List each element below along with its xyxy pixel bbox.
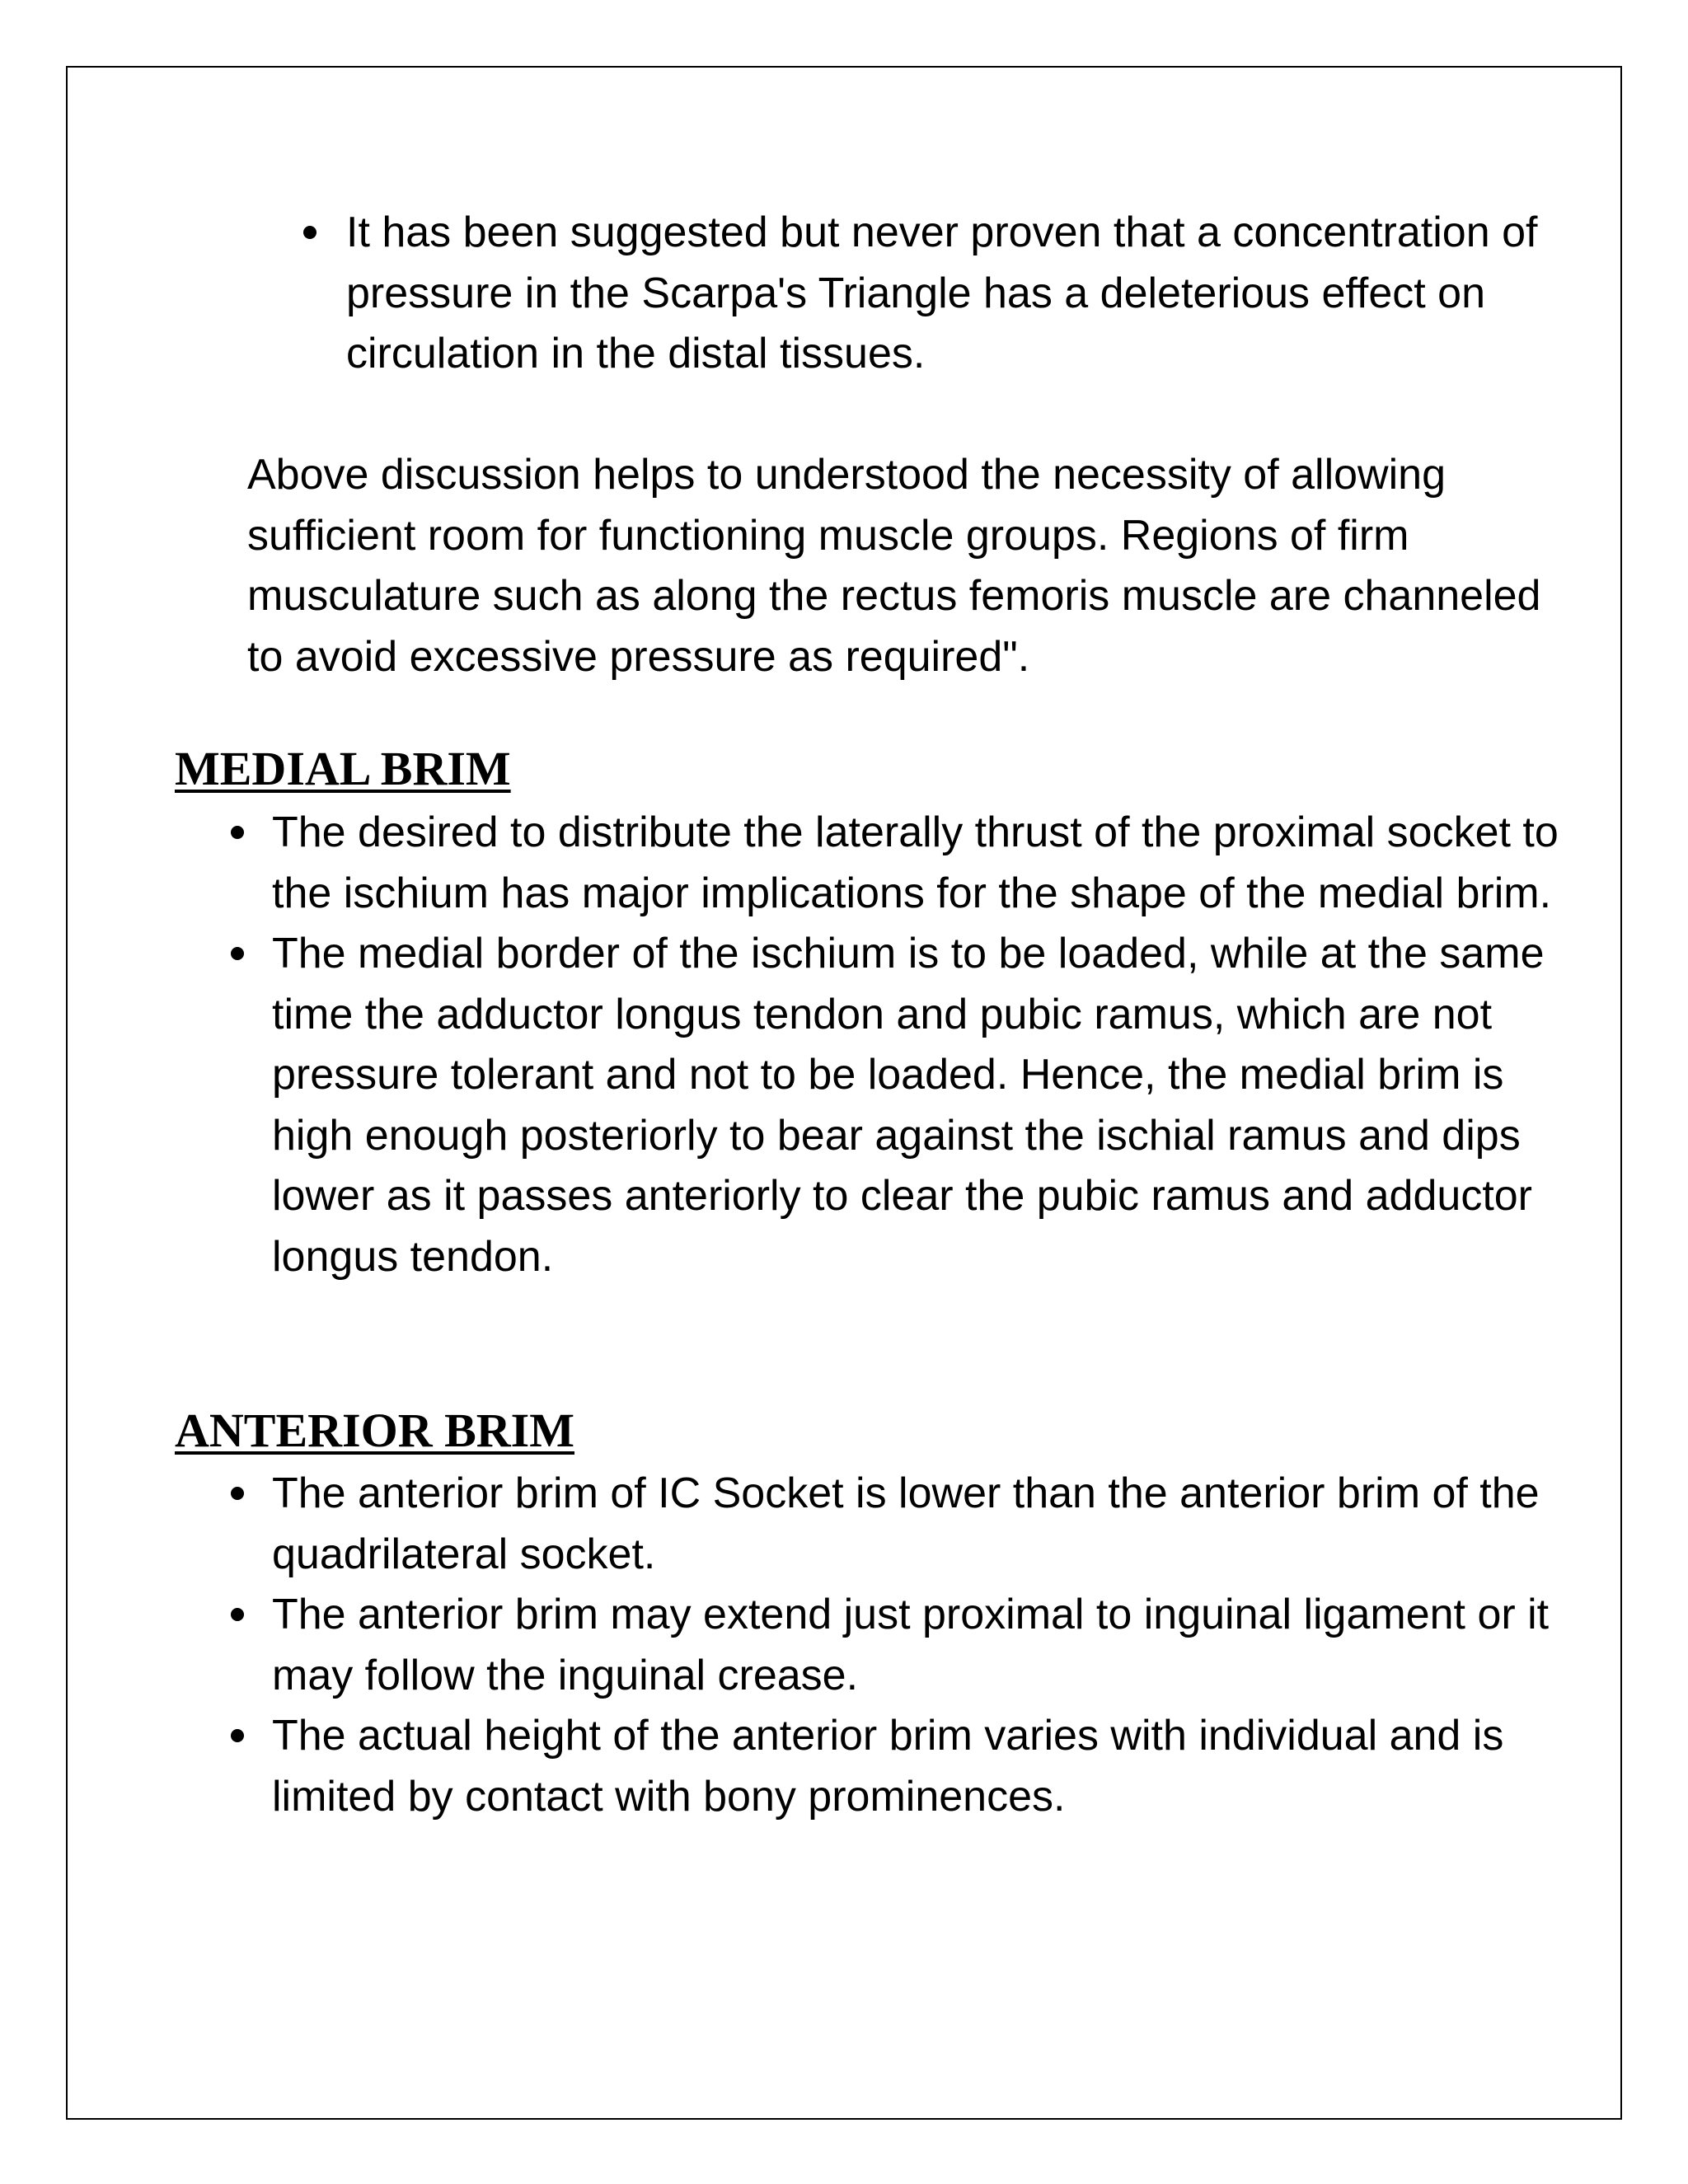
medial-brim-section [0, 803, 1688, 1287]
list-item [272, 924, 1591, 1287]
bullet-icon [231, 1487, 244, 1500]
anterior-brim-bullet-list [272, 1464, 1591, 1827]
list-item [272, 1706, 1591, 1827]
list-item [272, 1585, 1591, 1706]
medial-brim-heading: MEDIAL BRIM [175, 742, 511, 795]
bullet-icon [231, 826, 244, 839]
list-item-text: The medial border of the ischium is to be loaded, while at the same time the adductor longus tendon and pubic ramus, which are not pressure tolerant and not to be loaded. Hence, the medial brim is high enough posteriorly to bear against the ischial ramus and dips lower as it passes anteriorly to clear the pubic ramus and adductor longus tendon. [272, 930, 1545, 1281]
anterior-brim-section [0, 1464, 1688, 1827]
bullet-icon [231, 947, 244, 960]
intro-section [0, 203, 1688, 385]
medial-brim-bullet-list [272, 803, 1591, 1287]
bullet-icon [231, 1729, 244, 1742]
list-item-text: It has been suggested but never proven that a concentration of pressure in the Scarpa's Triangle has a deleterious effect on circulation in the distal tissues. [346, 209, 1538, 377]
list-item-text: The anterior brim may extend just proximal to inguinal ligament or it may follow the inguinal crease. [272, 1591, 1550, 1699]
list-item-text: The actual height of the anterior brim varies with individual and is limited by contact with bony prominences. [272, 1712, 1504, 1821]
intro-bullet-list [346, 203, 1599, 385]
anterior-brim-heading: ANTERIOR BRIM [175, 1404, 574, 1457]
list-item-text: The anterior brim of IC Socket is lower than the anterior brim of the quadrilateral socket. [272, 1469, 1540, 1578]
list-item-text: The desired to distribute the laterally thrust of the proximal socket to the ischium has major implications for the shape of the medial brim. [272, 808, 1559, 917]
discussion-section [0, 445, 1688, 687]
list-item [272, 803, 1591, 924]
bullet-icon [231, 1608, 244, 1621]
list-item [272, 1464, 1591, 1585]
discussion-paragraph: Above discussion helps to understood the necessity of allowing sufficient room for functioning muscle groups. Regions of firm musculature such as along the rectus femoris muscle are channeled to avoid excessive pressure as required". [247, 451, 1541, 681]
bullet-icon [303, 226, 316, 239]
list-item [346, 203, 1599, 385]
